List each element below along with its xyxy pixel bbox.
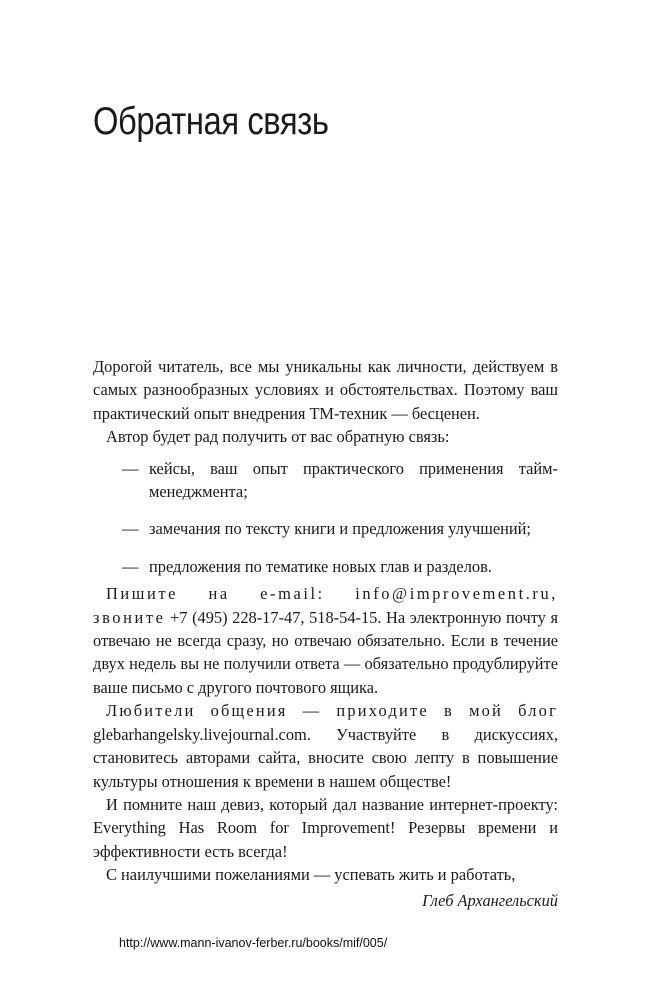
closing-paragraph: С наилучшими пожеланиями — успевать жить и работать, <box>106 865 516 885</box>
contact-lead: Пишите на e-mail: info@improvement.ru, звоните <box>93 584 558 627</box>
blog-rest: glebarhangelsky.livejournal.com. Участвуйте в дискуссиях, становитесь авторами сайта, вносите свою лепту в повышение культуры отношения к времени в нашем обществе! <box>93 724 558 791</box>
blog-paragraph <box>93 699 558 793</box>
contact-paragraph <box>93 582 558 699</box>
author-signature: Глеб Архангельский <box>422 890 558 910</box>
feedback-list <box>93 457 558 579</box>
list-dash: — <box>122 519 139 539</box>
list-dash: — <box>122 458 139 478</box>
motto-paragraph: И помните наш девиз, который дал название интернет-проекту: Everything Has Room for Improvement! Резервы времени и эффективности есть всегда! <box>93 794 558 861</box>
contact-rest: +7 (495) 228-17-47, 518-54-15. На электронную почту я отвечаю не всегда сразу, но отвечаю обязательно. Если в течение двух недель вы не получили ответа — обязательно продублируйте ваше письмо с другого почтового ящика. <box>93 607 558 697</box>
body-text <box>93 355 558 912</box>
page-title: Обратная связь <box>93 100 329 143</box>
list-item <box>93 517 558 540</box>
list-item-text: замечания по тексту книги и предложения улучшений; <box>149 519 531 539</box>
intro-paragraph: Дорогой читатель, все мы уникальны как личности, действуем в самых разнообразных условиях и обстоятельствах. Поэтому ваш практический опыт внедрения ТМ-техник — бесценен. <box>93 357 558 423</box>
footer-url-link[interactable]: http://www.mann-ivanov-ferber.ru/books/mif/005/ <box>119 936 388 950</box>
list-item-text: кейсы, ваш опыт практического применения тайм-менеджмента; <box>149 458 558 502</box>
list-item <box>93 457 558 504</box>
feedback-lead-paragraph: Автор будет рад получить от вас обратную связь: <box>106 427 450 447</box>
list-item <box>93 555 558 578</box>
list-item-text: предложения по тематике новых глав и разделов. <box>149 556 492 576</box>
list-dash: — <box>122 556 139 576</box>
blog-lead: Любители общения — приходите в мой блог <box>106 701 558 721</box>
